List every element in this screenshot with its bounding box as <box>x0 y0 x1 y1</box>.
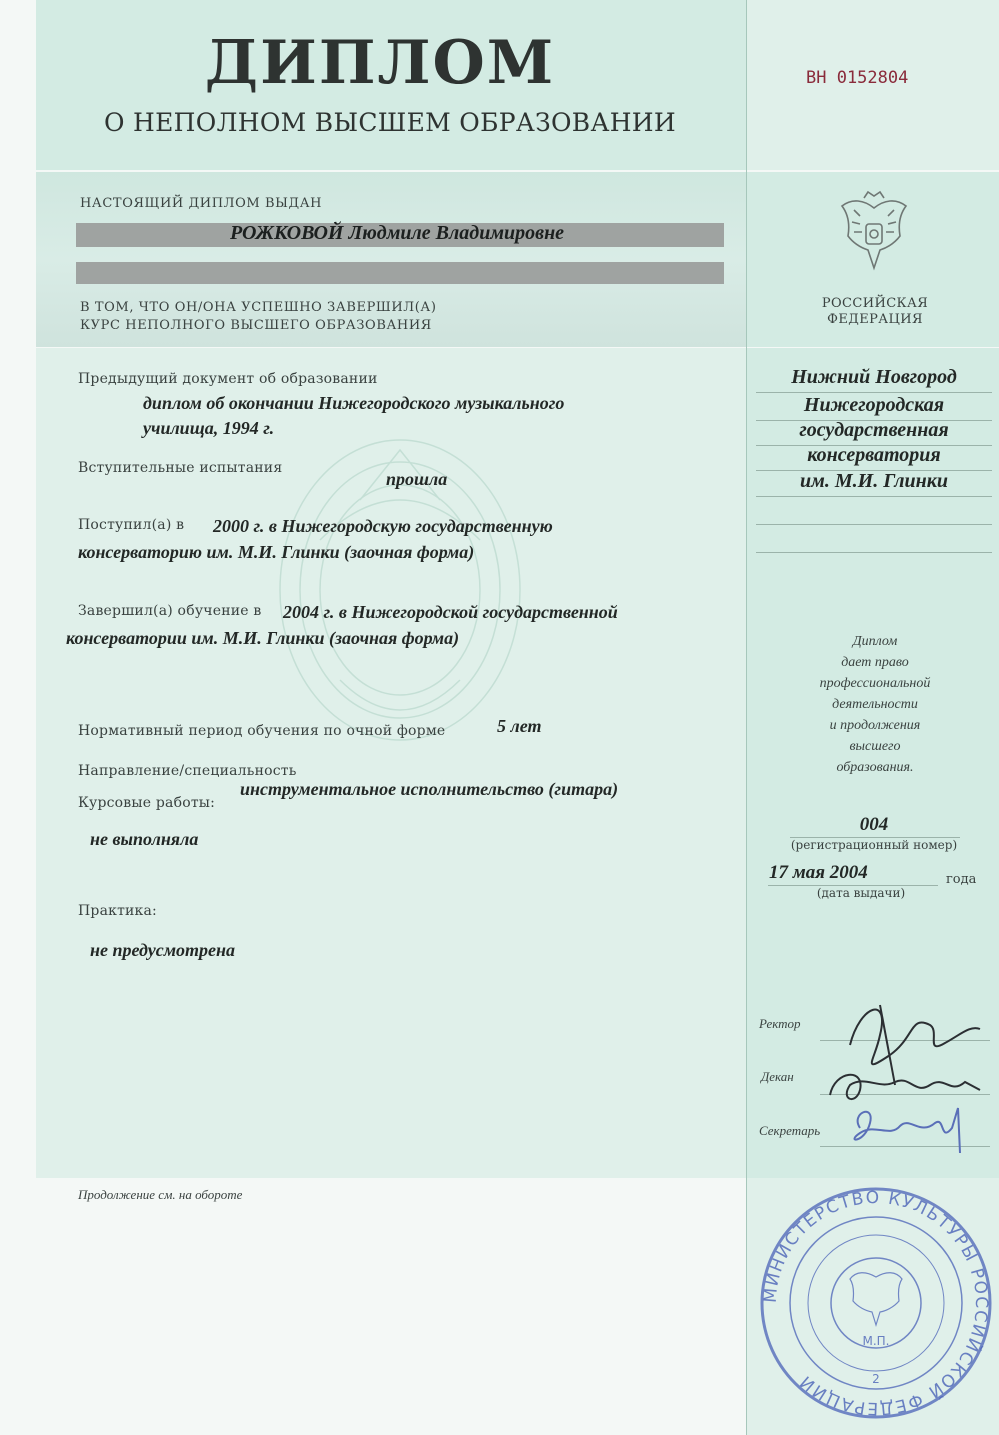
statement-line-1: В ТОМ, ЧТО ОН/ОНА УСПЕШНО ЗАВЕРШИЛ(А) <box>80 300 437 315</box>
dean-label: Декан <box>761 1069 794 1084</box>
institution-line-1: Нижний Новгород <box>791 366 957 388</box>
recipient-name: РОЖКОВОЙ Людмиле Владимировне <box>230 222 565 244</box>
institution-line-2: Нижегородская <box>803 394 945 416</box>
enrolled-line-2: консерваторию им. М.И. Глинки (заочная форма) <box>78 542 475 562</box>
rights-line-3: профессиональной <box>819 676 931 691</box>
coat-of-arms-icon <box>834 188 914 278</box>
country-line-2: ФЕДЕРАЦИЯ <box>827 312 923 327</box>
institution-line-4: консерватория <box>807 444 941 466</box>
rights-line-1: Диплом <box>852 634 898 649</box>
official-stamp <box>758 1185 994 1421</box>
statement-line-2: КУРС НЕПОЛНОГО ВЫСШЕГО ОБРАЗОВАНИЯ <box>80 318 432 333</box>
stamp-number: 2 <box>872 1372 880 1386</box>
coursework-label: Курсовые работы: <box>78 795 216 811</box>
practice-label: Практика: <box>78 903 157 919</box>
rector-label: Ректор <box>759 1016 801 1031</box>
secretary-label: Секретарь <box>759 1123 821 1138</box>
document-title: ДИПЛОМ <box>204 28 556 98</box>
institution-rule-5 <box>756 496 992 497</box>
institution-rule-7 <box>756 552 992 553</box>
entrance-label: Вступительные испытания <box>78 460 283 476</box>
institution-rule-6 <box>756 524 992 525</box>
registration-number: 004 <box>859 814 889 835</box>
institution-line-3: государственная <box>799 419 949 441</box>
stamp-center-text: М.П. <box>862 1334 890 1348</box>
previous-doc-line-1: диплом об окончании Нижегородского музыкального <box>143 393 565 413</box>
institution-rule-1 <box>756 392 992 393</box>
completed-line-2: консерватории им. М.И. Глинки (заочная форма) <box>66 628 460 648</box>
country-line-1: РОССИЙСКАЯ <box>821 296 929 311</box>
rights-line-4: деятельности <box>832 697 918 712</box>
rights-line-2: дает право <box>841 655 909 670</box>
rights-line-5: и продолжения <box>829 718 921 733</box>
rights-line-6: высшего <box>849 739 901 754</box>
period-label: Нормативный период обучения по очной форме <box>78 723 446 739</box>
issue-date: 17 мая 2004 <box>769 862 868 883</box>
enrolled-line-1: 2000 г. в Нижегородскую государственную <box>213 516 553 536</box>
rights-line-7: образования. <box>836 760 914 775</box>
practice-value: не предусмотрена <box>90 940 236 960</box>
coursework-value: не выполняла <box>90 829 199 849</box>
stamp-outer-text: МИНИСТЕРСТВО КУЛЬТУРЫ РОССИЙСКОЙ ФЕДЕРАЦИИ <box>760 1187 992 1419</box>
enrolled-label: Поступил(а) в <box>78 517 185 533</box>
registration-caption: (регистрационный номер) <box>790 838 958 852</box>
specialty-label: Направление/специальность <box>78 763 297 779</box>
issued-label: НАСТОЯЩИЙ ДИПЛОМ ВЫДАН <box>80 196 323 211</box>
specialty-value: инструментальное исполнительство (гитара) <box>240 779 619 799</box>
institution-line-5: им. М.И. Глинки <box>800 470 948 492</box>
previous-doc-label: Предыдущий документ об образовании <box>78 371 378 387</box>
completed-label: Завершил(а) обучение в <box>78 603 262 619</box>
year-word: года <box>946 872 977 887</box>
column-divider <box>746 0 747 1435</box>
entrance-value: прошла <box>386 469 448 489</box>
period-value: 5 лет <box>497 716 542 736</box>
document-subtitle: О НЕПОЛНОМ ВЫСШЕМ ОБРАЗОВАНИИ <box>103 108 677 137</box>
secretary-signature <box>840 1098 980 1158</box>
serial-number: ВН 0152804 <box>806 68 909 88</box>
previous-doc-line-2: училища, 1994 г. <box>143 418 275 438</box>
completed-line-1: 2004 г. в Нижегородской государственной <box>283 602 618 622</box>
issue-date-caption: (дата выдачи) <box>816 886 906 900</box>
continued-note: Продолжение см. на обороте <box>78 1187 243 1202</box>
name-continuation-bar <box>76 262 724 284</box>
